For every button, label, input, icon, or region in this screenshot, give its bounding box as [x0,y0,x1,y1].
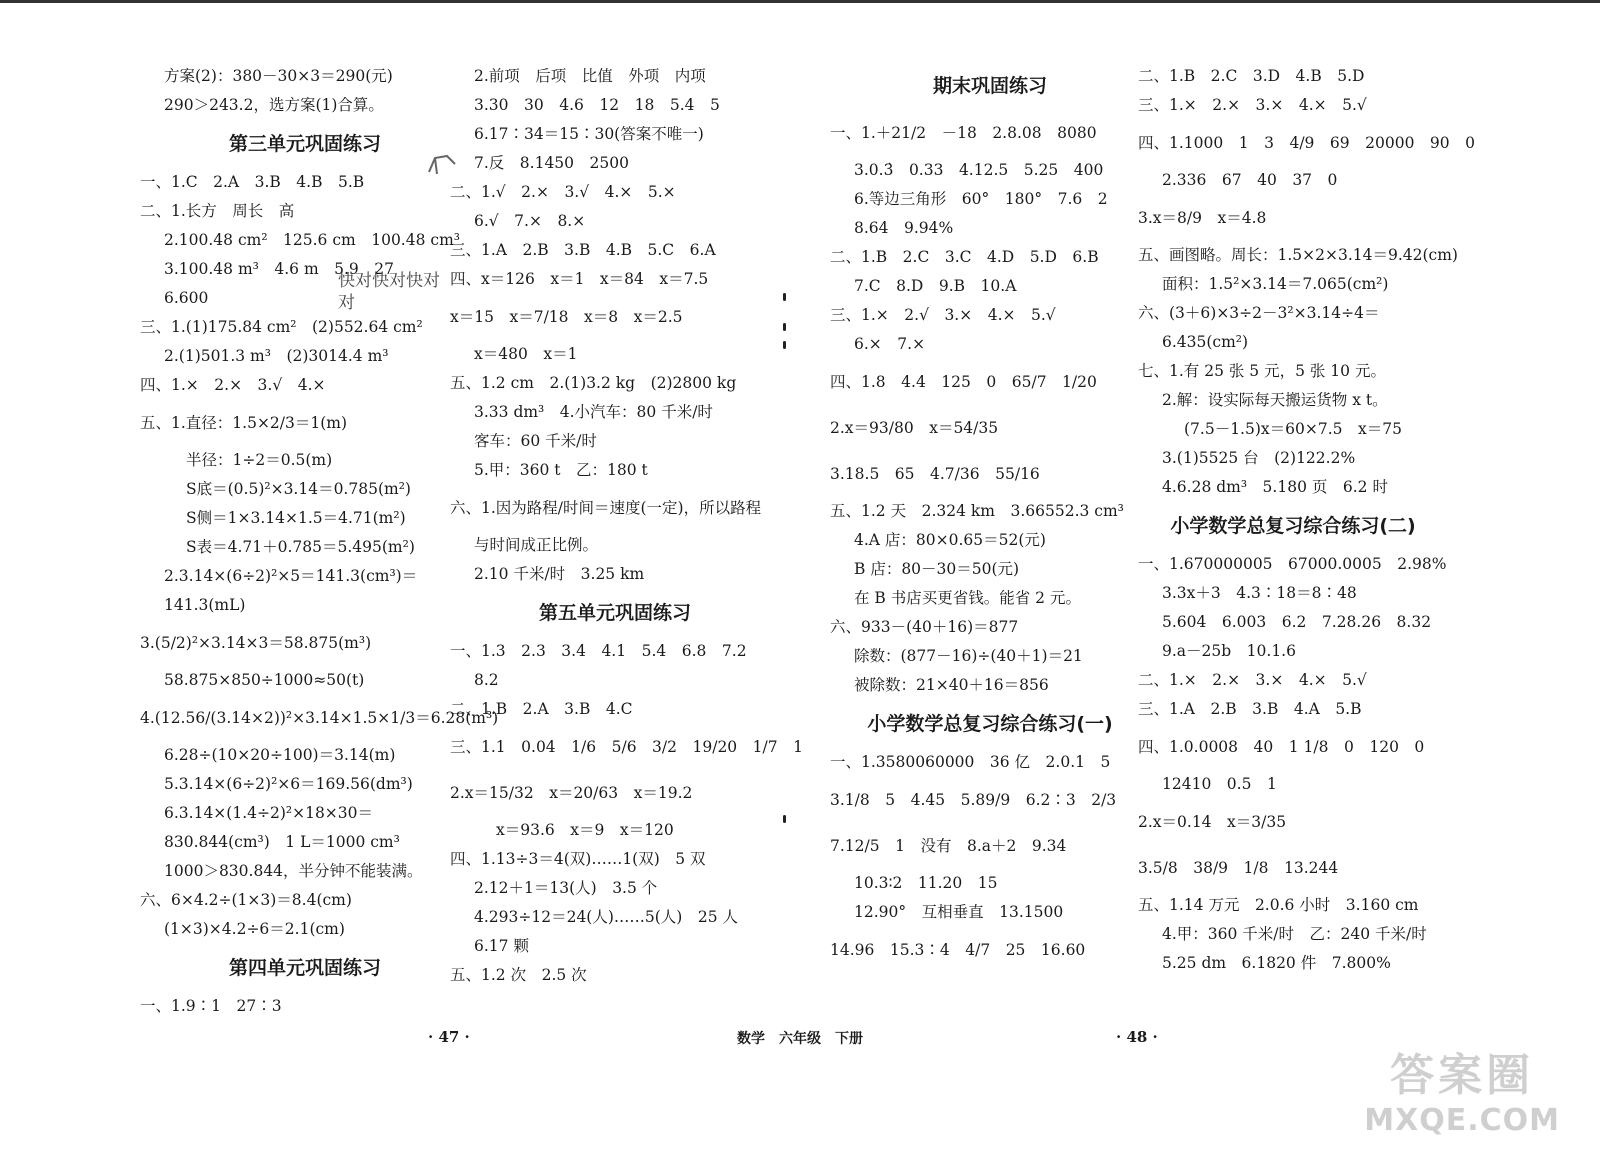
answer-line: 7.C 8.D 9.B 10.A [854,277,1017,295]
answer-line: 6.28÷(10×20÷100)＝3.14(m) [164,746,396,764]
answer-line: 五、1.2 天 2.324 km 3.66552.3 cm³ [830,502,1124,520]
answer-line: 8.2 [474,671,499,689]
answer-line: 五、1.2 次 2.5 次 [450,966,587,984]
answer-line: 七、1.有 25 张 5 元，5 张 10 元。 [1138,362,1386,380]
answer-line: 二、1.B 2.A 3.B 4.C [450,700,633,718]
answer-line: 6.√ 7.× 8.× [474,212,586,230]
answer-line: 2.(1)501.3 m³ (2)3014.4 m³ [164,347,389,365]
answer-line: 四、x＝126 x＝1 x＝84 x＝7.5 [450,270,709,288]
answer-line: 2.x＝0.14 x＝3/35 [1138,813,1287,831]
answer-line: 四、1.13÷3＝4(双)……1(双) 5 双 [450,850,706,868]
answer-line: 58.875×850÷1000≈50(t) [164,671,365,689]
pen-scribble-mark [425,150,465,180]
answer-line: 6.× 7.× [854,335,926,353]
answer-line: 2.336 67 40 37 0 [1162,171,1338,189]
answer-line: (1×3)×4.2÷6＝2.1(cm) [164,920,345,938]
answer-line: 一、1.670000005 67000.0005 2.98% [1138,555,1447,573]
answer-line: x＝15 x＝7/18 x＝8 x＝2.5 [450,308,683,326]
answer-line: 9.a－25b 10.1.6 [1162,642,1296,660]
answer-line: 六、1.因为路程/时间＝速度(一定)，所以路程 [450,499,762,517]
answer-line: 被除数：21×40＋16＝856 [854,676,1049,694]
answer-line: 3.x＝8/9 x＝4.8 [1138,209,1267,227]
answer-line: 二、1.长方 周长 高 [140,202,295,220]
answer-line: 3.33 dm³ 4.小汽车：80 千米/时 [474,403,713,421]
answer-line: 6.3.14×(1.4÷2)²×18×30＝ [164,804,374,822]
binding-mark [783,293,786,301]
answer-line: 4.甲：360 千米/时 乙：240 千米/时 [1162,925,1427,943]
answer-line: 五、1.2 cm 2.(1)3.2 kg (2)2800 kg [450,374,737,392]
section-heading: 第四单元巩固练习 [228,957,381,979]
answer-line: 2.x＝15/32 x＝20/63 x＝19.2 [450,784,693,802]
answer-line: 六、(3＋6)×3÷2－3²×3.14÷4＝ [1138,304,1380,322]
answer-line: 12.90° 互相垂直 13.1500 [854,903,1064,921]
answer-line: 二、1.B 2.C 3.C 4.D 5.D 6.B [830,248,1099,266]
answer-line: 半径：1÷2＝0.5(m) [186,451,333,469]
answer-line: 五、1.14 万元 2.0.6 小时 3.160 cm [1138,896,1419,914]
answer-line: 三、1.(1)175.84 cm² (2)552.64 cm² [140,318,423,336]
answer-line: 4.(12.56/(3.14×2))²×3.14×1.5×1/3＝6.28(m³) [140,709,499,727]
answer-line: 一、1.3580060000 36 亿 2.0.1 5 [830,753,1111,771]
answer-line: 2.10 千米/时 3.25 km [474,565,645,583]
overlay-handwriting: 快对快对快对 对 [338,271,440,313]
answer-line: 二、1.× 2.× 3.× 4.× 5.√ [1138,671,1367,689]
page-number-left: · 47 · [428,1028,470,1046]
answer-line: 二、1.B 2.C 3.D 4.B 5.D [1138,67,1365,85]
answer-line: 客车：60 千米/时 [474,432,597,450]
answer-line: 290＞243.2，选方案(1)合算。 [164,96,384,114]
answer-line: 6.435(cm²) [1162,333,1249,351]
answer-line: 8.64 9.94% [854,219,954,237]
answer-line: 三、1.1 0.04 1/6 5/6 3/2 19/20 1/7 1 [450,738,803,756]
answer-column-2 [450,62,803,990]
answer-line: 5.3.14×(6÷2)²×6＝169.56(dm³) [164,775,413,793]
section-heading: 小学数学总复习综合练习(二) [1170,515,1416,537]
answer-line: 4.6.28 dm³ 5.180 页 6.2 时 [1162,478,1388,496]
answer-line: 一、1.＋21/2 －18 2.8.08 8080 [830,124,1097,142]
answer-line: (7.5－1.5)x＝60×7.5 x＝75 [1184,420,1402,438]
answer-line: 6.600 [164,289,209,307]
answer-line: 2.3.14×(6÷2)²×5＝141.3(cm³)＝ [164,567,418,585]
answer-line: 5.604 6.003 6.2 7.28.26 8.32 [1162,613,1432,631]
answer-line: 3.100.48 m³ 4.6 m 5.9 27 [164,260,395,278]
answer-line: 3.5/8 38/9 1/8 13.244 [1138,859,1339,877]
answer-line: 5.甲：360 t 乙：180 t [474,461,648,479]
answer-line: 2.解：设实际每天搬运货物 x t。 [1162,391,1388,409]
section-heading: 期末巩固练习 [932,75,1047,97]
answer-line: 面积：1.5²×3.14＝7.065(cm²) [1162,275,1389,293]
answer-line: x＝93.6 x＝9 x＝120 [496,821,674,839]
answer-line: 四、1.× 2.× 3.√ 4.× [140,376,326,394]
binding-mark [783,341,786,349]
page-number-right: · 48 · [1116,1028,1158,1046]
answer-line: 5.25 dm 6.1820 件 7.800% [1162,954,1391,972]
answer-line: 六、933－(40＋16)＝877 [830,618,1019,636]
answer-line: 3.18.5 65 4.7/36 55/16 [830,465,1040,483]
answer-line: 一、1.9∶1 27∶3 [140,997,282,1015]
answer-line: 二、1.√ 2.× 3.√ 4.× 5.× [450,183,676,201]
answer-line: 四、1.8 4.4 125 0 65/7 1/20 [830,373,1097,391]
answer-line: 五、1.直径：1.5×2/3＝1(m) [140,414,348,432]
answer-line: 6.等边三角形 60° 180° 7.6 2 [854,190,1108,208]
answer-line: 方案(2)：380－30×3＝290(元) [164,67,393,85]
answer-line: 10.3∶2 11.20 15 [854,874,998,892]
answer-line: 除数：(877－16)÷(40＋1)＝21 [854,647,1083,665]
footer-title: 数学 六年级 下册 [737,1031,863,1047]
answer-line: 三、1.A 2.B 3.B 4.B 5.C 6.A [450,241,716,259]
answer-line: 6.17∶34＝15∶30(答案不唯一) [474,125,704,143]
answer-line: S表＝4.71＋0.785＝5.495(m²) [186,538,415,556]
answer-line: 2.x＝93/80 x＝54/35 [830,419,999,437]
answer-line: 2.前项 后项 比值 外项 内项 [474,67,706,85]
answer-line: x＝480 x＝1 [474,345,578,363]
answer-line: 1000＞830.844，半分钟不能装满。 [164,862,423,880]
answer-line: 3.(5/2)²×3.14×3＝58.875(m³) [140,634,372,652]
answer-line: 一、1.C 2.A 3.B 4.B 5.B [140,173,365,191]
answer-line: 14.96 15.3∶4 4/7 25 16.60 [830,941,1086,959]
binding-mark [783,815,786,823]
answer-line: 一、1.3 2.3 3.4 4.1 5.4 6.8 7.2 [450,642,747,660]
answer-line: S底＝(0.5)²×3.14＝0.785(m²) [186,480,411,498]
answer-line: 3.1/8 5 4.45 5.89/9 6.2∶3 2/3 [830,791,1117,809]
answer-line: 7.12/5 1 没有 8.a＋2 9.34 [830,837,1067,855]
answer-line: 五、画图略。周长：1.5×2×3.14＝9.42(cm) [1138,246,1458,264]
top-rule [0,0,1600,3]
answer-line: B 店：80－30＝50(元) [854,560,1020,578]
answer-line: 四、1.0.0008 40 1 1/8 0 120 0 [1138,738,1425,756]
answer-line: 六、6×4.2÷(1×3)＝8.4(cm) [140,891,352,909]
answer-line: 830.844(cm³) 1 L＝1000 cm³ [164,833,400,851]
section-heading: 第三单元巩固练习 [228,133,381,155]
answer-line: 四、1.1000 1 3 4/9 69 20000 90 0 [1138,134,1476,152]
answer-column-3 [830,62,1150,973]
answer-line: 7.反 8.1450 2500 [474,154,629,172]
answer-line: 三、1.A 2.B 3.B 4.A 5.B [1138,700,1362,718]
answer-line: 2.100.48 cm² 125.6 cm 100.48 cm³ [164,231,460,249]
section-heading: 小学数学总复习综合练习(一) [867,713,1113,735]
answer-line: 与时间成正比例。 [474,536,599,554]
section-heading: 第五单元巩固练习 [538,602,691,624]
answer-line: 4.A 店：80×0.65＝52(元) [854,531,1046,549]
answer-line: 在 B 书店买更省钱。能省 2 元。 [854,589,1081,607]
answer-line: 12410 0.5 1 [1162,775,1277,793]
answer-line: 4.293÷12＝24(人)……5(人) 25 人 [474,908,739,926]
answer-line: 3.3x＋3 4.3∶18＝8∶48 [1162,584,1357,602]
answer-line: 2.12＋1＝13(人) 3.5 个 [474,879,658,897]
answer-line: S侧＝1×3.14×1.5＝4.71(m²) [186,509,406,527]
watermark-line-2: MXQE.COM [1364,1103,1560,1138]
answer-line: 3.0.3̇ 0.33 4.12.5 5.25 400 [854,161,1104,179]
answer-line: 3.(1)5525 台 (2)122.2% [1162,449,1356,467]
binding-mark [783,323,786,331]
watermark-logo [1364,1039,1560,1138]
answer-line: 三、1.× 2.√ 3.× 4.× 5.√ [830,306,1056,324]
answer-column-4 [1138,62,1476,978]
watermark-line-1: 答案圈 [1390,1050,1535,1101]
answer-line: 141.3(mL) [164,596,246,614]
answer-line: 三、1.× 2.× 3.× 4.× 5.√ [1138,96,1367,114]
answer-line: 6.17 颗 [474,937,529,955]
answer-line: 3.30 30 4.6 12 18 5.4 5 [474,96,720,114]
